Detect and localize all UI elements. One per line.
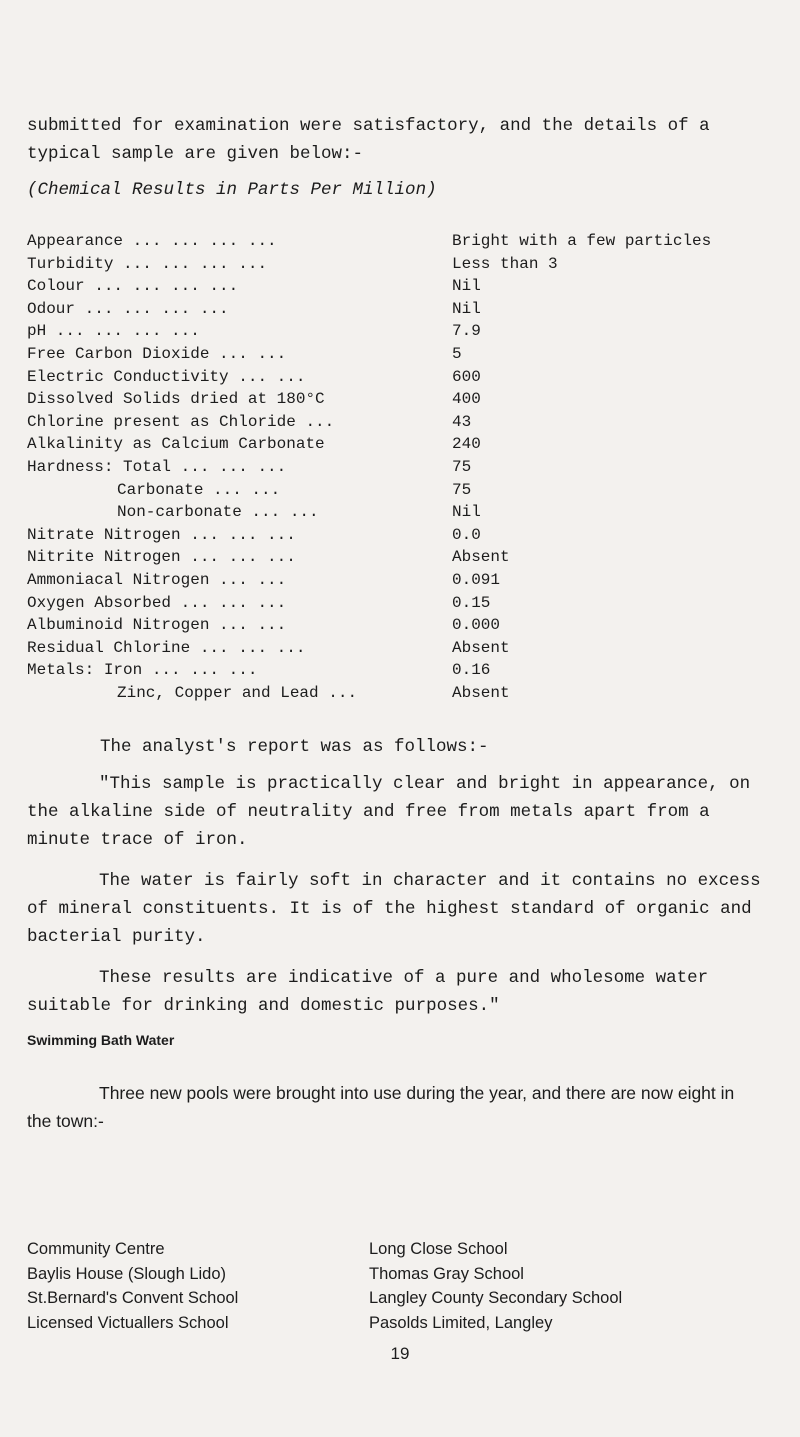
result-row — [27, 320, 787, 343]
result-row — [27, 298, 787, 321]
result-row — [27, 433, 787, 456]
result-label: Metals: Iron ... ... ... — [27, 661, 258, 680]
result-row — [27, 388, 787, 411]
pools-left-column — [27, 1237, 238, 1335]
result-value: 0.0 — [452, 525, 481, 544]
result-value: 75 — [452, 457, 472, 476]
result-value: 240 — [452, 435, 481, 454]
result-row — [27, 524, 787, 547]
result-value: Nil — [452, 299, 481, 318]
result-value: Absent — [452, 548, 510, 567]
result-value: Nil — [452, 503, 481, 522]
result-label: Oxygen Absorbed ... ... ... — [27, 593, 287, 612]
result-value: 0.000 — [452, 616, 501, 635]
result-label: Dissolved Solids dried at 180°C — [27, 390, 325, 409]
report-paragraph-3: These results are indicative of a pure and wholesome water suitable for drinking and domestic purposes." — [27, 968, 709, 1016]
page-number: 19 — [390, 1344, 410, 1363]
result-row — [27, 275, 787, 298]
result-value: 0.16 — [452, 661, 491, 680]
result-label: Hardness: Total ... ... ... — [27, 457, 287, 476]
result-row — [27, 637, 787, 660]
pools-intro: Three new pools were brought into use during the year, and there are now eight in the town:- — [27, 1083, 735, 1131]
result-label: Albuminoid Nitrogen ... ... — [27, 616, 287, 635]
result-label: Alkalinity as Calcium Carbonate — [27, 435, 325, 454]
pool-item: Thomas Gray School — [369, 1264, 524, 1283]
result-value: 600 — [452, 367, 481, 386]
result-label: Residual Chlorine ... ... ... — [27, 638, 306, 657]
result-value: 400 — [452, 390, 481, 409]
pool-item: St.Bernard's Convent School — [27, 1289, 239, 1307]
result-label: pH ... ... ... ... — [27, 322, 200, 341]
result-value: Nil — [452, 277, 481, 296]
result-row — [27, 614, 787, 637]
result-value: Bright with a few particles — [452, 232, 712, 250]
result-label: Carbonate ... ... — [117, 480, 281, 499]
result-value: 75 — [452, 480, 472, 499]
result-label: Appearance ... ... ... ... — [27, 232, 277, 250]
result-row — [27, 546, 787, 569]
result-row — [27, 682, 787, 705]
pool-item: Langley County Secondary School — [369, 1289, 623, 1307]
result-row — [27, 253, 787, 276]
report-paragraph-2: The water is fairly soft in character and it contains no excess of mineral constituents. It is of the highest standard of organic and bacterial purity. — [27, 871, 761, 947]
intro-paragraph: submitted for examination were satisfactory, and the details of a typical sample are given below:- — [27, 116, 710, 164]
result-label: Nitrate Nitrogen ... ... ... — [27, 525, 296, 544]
result-row — [27, 456, 787, 479]
section-heading: Swimming Bath Water — [27, 1032, 175, 1048]
result-row — [27, 592, 787, 615]
result-row — [27, 479, 787, 502]
result-value: 7.9 — [452, 322, 481, 341]
result-value: Absent — [452, 638, 510, 657]
pool-item: Licensed Victuallers School — [27, 1313, 229, 1332]
result-value: 5 — [452, 344, 462, 363]
result-row — [27, 343, 787, 366]
pools-right-column — [369, 1237, 622, 1335]
result-value: 0.15 — [452, 593, 491, 612]
result-label: Free Carbon Dioxide ... ... — [27, 344, 287, 363]
result-label: Electric Conductivity ... ... — [27, 367, 306, 386]
results-caption: (Chemical Results in Parts Per Million) — [27, 180, 437, 200]
pool-item: Pasolds Limited, Langley — [369, 1313, 553, 1332]
pool-item: Long Close School — [369, 1240, 508, 1258]
result-label: Turbidity ... ... ... ... — [27, 254, 268, 273]
result-label: Colour ... ... ... ... — [27, 277, 239, 296]
result-value: 0.091 — [452, 570, 501, 589]
result-row — [27, 501, 787, 524]
result-label: Nitrite Nitrogen ... ... ... — [27, 548, 296, 567]
result-value: Absent — [452, 683, 510, 702]
result-label: Ammoniacal Nitrogen ... ... — [27, 570, 287, 589]
result-label: Non-carbonate ... ... — [117, 503, 319, 522]
result-value: 43 — [452, 412, 472, 431]
result-label: Zinc, Copper and Lead ... — [117, 683, 358, 702]
result-row — [27, 659, 787, 682]
result-label: Chlorine present as Chloride ... — [27, 412, 335, 431]
results-table — [27, 230, 787, 704]
pool-item: Community Centre — [27, 1240, 165, 1258]
result-label: Odour ... ... ... ... — [27, 299, 229, 318]
result-row — [27, 366, 787, 389]
result-row — [27, 569, 787, 592]
report-paragraph-1: "This sample is practically clear and bright in appearance, on the alkaline side of neutrality and free from metals apart from a minute trace of iron. — [27, 774, 751, 850]
result-row — [27, 411, 787, 434]
result-value: Less than 3 — [452, 254, 558, 273]
pool-item: Baylis House (Slough Lido) — [27, 1264, 227, 1283]
report-intro: The analyst's report was as follows:- — [100, 737, 489, 757]
result-row — [27, 230, 787, 253]
